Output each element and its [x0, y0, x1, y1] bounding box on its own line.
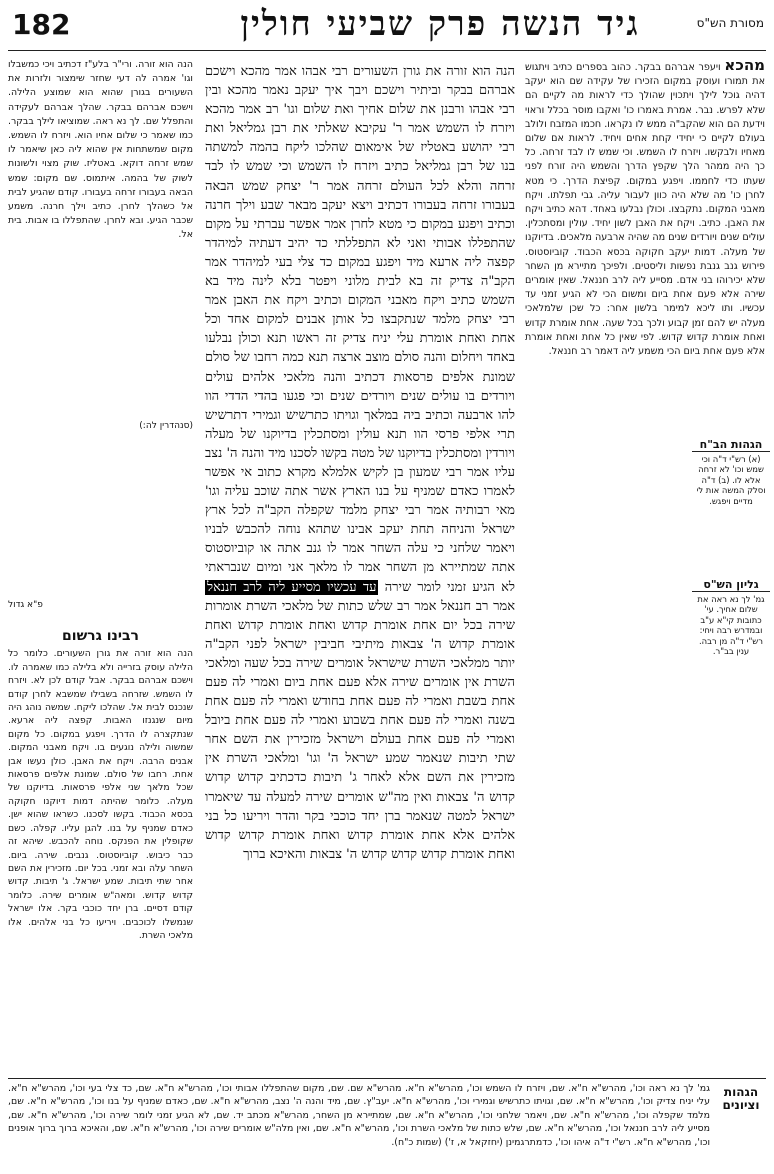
masoret-label: מסורת הש"ס	[696, 16, 764, 30]
footer-notes	[8, 1082, 766, 1168]
gilyon-hashas-box	[692, 580, 770, 657]
gilyon-title: גליון הש"ס	[692, 580, 770, 592]
footer-text: גמ' לך נא ראה וכו', מהרש"א ח"א. שם, ויזרח לו השמש וכו', מהרש"א ח"א. מהרש"א שם. שם, מקום שהתפללו אבותי וכו', מהרש"א ח"א. שם, כד צלי בעי וכו', מהרש"א ח"א. עלי יניח צדיק וכו', מהרש"א ח"א. שם, וגויתו כתרשיש וגמירי וכו', מהרש"א ח"א. יעב"ץ. שם, מיד והנה ה' נצב, מהרש"א ח"א. שם, כאדם שמניף על בנו וכו', מהרש"א ח"א. שם, מלמד שקפלה וכו', מהרש"א ח"א. שם, ויאמר שלחני וכו', מהרש"א ח"א. שם, שמתיירא מן השחר, מהרש"א מכתב יד. שם, לא הגיע זמני לומר שירה וכו', מהרש"א ח"א. שם, מסייע ליה לרב חננאל וכו', מהרש"א ח"א. שם, שלש כתות של מלאכי השרת וכו', מהרש"א ח"א. שם, ואין מלה"ש אומרים שירה וכו', מהרש"א ח"א. שם, והאיכא ברוך ברוך אופנים וכו', מהרש"א ח"א. רש"י ד"ה איהו וכו', כדמתרגמינן (יחזקאל א, ז') (שמות כ"ח).	[8, 1083, 710, 1148]
page-header	[0, 0, 774, 50]
header-rule	[8, 50, 766, 51]
page-number: 182	[12, 8, 71, 41]
left-margin-note	[8, 420, 193, 432]
footer-rule	[8, 1078, 766, 1079]
left-box-note: פ"א גדול	[8, 600, 43, 610]
gemara-column	[205, 62, 515, 1072]
tosafot-text: הנה הוא זורה. ורי"ר בלע"ז דכתיב ויכי כמשבלו וגו' אמרה לה דעי שחזר שימצור ולזרות את השעורים בגורן שהוא הוא שמוצע הלילה. וישכם אברהם בבקר. שהלך אברהם לעקידה והתפלל שם. לך נא ראה. שמוציאו לילך בבקר. כמו שאמר כי שלום אחיו הוא. ויזרח לו השמש. מקום שמשתחות אין שהוא ליה כאן שיאמר לו שמש זרחה דוקא. באטליז. שוק מצוי ולשונות לשוק של בהמה. איתמוס. שם מקום: שמש הבאה בעבורו זרחה בעבורו. קודם שהגיע לבית אל כשהלך לחרן. כתיב וילך חרנה. משמע שכבר הגיע. ובא לחרן. שהתפללו בו אבות. בית אל.	[8, 59, 193, 241]
gemara-text-after: אמר רב חננאל אמר רב שלש כתות של מלאכי השרת אומרות שירה בכל יום אחת אומרת קדוש ואחת אומרת קדוש ואחת אומרת קדוש ה' צבאות מיתיבי חביבין ישראל לפני הקב"ה יותר ממלאכי השרת שישראל אומרים שירה בכל שעה ומלאכי השרת אין אומרים שירה אלא פעם אחת ביום ואמרי לה פעם אחת בשבת ואמרי לה פעם אחת בחודש ואמרי לה פעם אחת בשנה ואמרי לה פעם אחת בשבוע ואמרי לה פעם אחת ביובל ואמרי לה פעם אחת בעולם וישראל מזכירין את השם אחר שתי תיבות שנאמר שמע ישראל ה' וגו' ומלאכי השרת אין מזכירין את השם אלא לאחר ג' תיבות כדכתיב קדוש קדוש קדוש ה' צבאות ואין מה"ש אומרים שירה למעלה עד שיאמרו ישראל למטה שנאמר ברן יחד כוכבי בקר והדר ויריעו כל בני אלהים אלא אחת אומרת קדוש ואחת אומרת קדוש קדוש ואחת אומרת קדוש קדוש קדוש ה' צבאות והאיכא ברוך	[205, 598, 515, 862]
footer-label: הגהות וציונים	[722, 1085, 760, 1113]
rabenu-gershom-text: הנה הוא זורה את גורן השעורים. כלומר כל הלילה עוסק בזרייה ולא בלילה כמו שאמרה לו. וישכם אברהם בבקר. אבל קודם לכן לא. ויזרח לו השמש. שזרחה בשבילו שמשבא לחרן קודם שנכנס לבית אל. שהלכו ליקח. שמשה נוהג היה מיום שנגנזו האבות. קפצה ליה ארעא. שנתקצרה לו הדרך. ויפגע במקום. כל מקום שמשוה ולילה נוגעים בו. ויקח מאבני המקום. אבנים הרבה. ויקח את האבן. כולן נעשו אבן אחת. רחבו של סולם. שמונת אלפים פרסאות שכל מלאך שני אלפי פרסאות. בדיוקנו של מעלה. כלומר שהיתה דמות דיוקנו חקוקה בכסא הכבוד. בקשו לסכנו. כשראו שהוא ישן. כאדם שמניף על בנו. להגן עליו. קפלה. כשם שקופלין את הפנקס. נוחה להכבש. שיהא זה כבר כיבוש. קוביוסטוס. גנבים. שירה. ביום. השחר עלה ובא זמני. בכל יום. מזכירין את השם אחר שתי תיבות. שמע ישראל. ג' תיבות. קדוש קדוש קדוש. ומאה"ש אומרים שירה. כלומר קודם דסיים. ברן יחד כוכבי בקר. אלו ישראל שנמשלו לכוכבים. ויריעו כל בני אלהים. אלו מלאכי השרת.	[8, 648, 193, 941]
hagahot-habach-box	[692, 440, 770, 506]
hagahot-text: (א) רש"י ד"ה וכי שמש וכו' לא זרחה אלא לו. (ב) ד"ה וסלק המשה אות לי מדיים ויפגש.	[696, 453, 766, 506]
rashi-column	[525, 58, 765, 1078]
hagahot-title: הגהות הב"ח	[692, 440, 770, 452]
highlighted-phrase[interactable]: עד עכשיו מסייע ליה לרב חננאל	[207, 579, 377, 595]
rabenu-gershom-title: רבינו גרשום	[62, 630, 139, 644]
gilyon-text: גמ' לך נא ראה את שלום אחיך. עי' כתובות קי"א ע"ב ובמדרש רבה ויחי: רש"י ד"ה מן רבה. ענין בב"ר.	[697, 593, 765, 656]
gemara-text-before: הנה הוא זורה את גורן השעורים רבי אבהו אמר מהכא וישכם אברהם בבקר וביתיר וישכם ויבך איך יעקב נאמר מהכא ובין רבי אבהו ורבנן את שלום אחיך ואת שלום וגו' רב אמר מהכא ויזרח לו השמש אמר ר' עקיבא שאלתי את רבן גמליאל ואת רבי יהושע באטליז של אימאום שהלכו ליקח בהמה למשתה בנו של רבן גמליאל כתיב ויזרח לו השמש וכי שמש לו לבד זרחה והלא לכל העולם זרחה אמר ר' יצחק שמש הבאה בעבורו זרחה בעבורו דכתיב ויצא יעקב מבאר שבע וילך חרנה וכתיב ויפגע במקום כי מטא לחרן אמר אפשר עברתי על מקום שהתפללו אבותי ואני לא התפללתי כד יהיב דעתיה למיהדר קפצה ליה ארעא מיד ויפגע במקום כד צלי בעי למיהדר אמר הקב"ה צדיק זה בא לבית מלוני ויפטר בלא לינה מיד בא השמש כתיב ויקח מאבני המקום וכתיב ויקח את האבן אמר רבי יצחק מלמד שנתקבצו כל אותן אבנים למקום אחד וכל אחת ואחת אומרת עלי יניח צדיק זה ראשו תנא וכולן נבלעו באחד ויחלום והנה סולם מוצב ארצה תנא כמה רחבו של סולם שמונת אלפים פרסאות דכתיב והנה מלאכי אלהים עולים ויורדים בו עולים שנים ויורדים שנים וכי פגעו בהדי הדדי הוו להו ארבעה וכתיב ביה במלאך וגויתו כתרשיש וגמירי דתרשיש תרי אלפי פרסי הוו תנא עולין ומסתכלין בדיוקנו של מעלה ויורדין ומסתכלין בדיוקנו של מטה בקשו לסכנו מיד והנה ה' נצב עליו אמר רבי שמעון בן לקיש אלמלא מקרא כתוב אי אפשר לאמרו כאדם שמניף על בנו הארץ אשר אתה שוכב עליה וגו' מאי רבותיה אמר רבי יצחק מלמד שקפלה הקב"ה לכל ארץ ישראל והניחה תחת יעקב אבינו שתהא נוחה להכבש לבניו ויאמר שלחני כי עלה השחר אמר לו גנב אתה או קוביוסטוס אתה שמתיירא מן השחר אמר לו מלאך אני ומיום שנבראתי לא הגיע זמני לומר שירה	[205, 64, 515, 595]
page-title: גיד הנשה פרק שביעי חולין	[240, 4, 640, 44]
rashi-lead-word: מהכא	[724, 58, 765, 74]
rashi-tail: ותו ליכא למימר בלשון אחר: כל שכן שלמלאכי מעלה יש להם זמן קבוע ולכך בכל שעה. אחת אומרת קדוש ואחת אומרת קדוש קדוש. לפי שאין כל אחת ואחת אומרת אלא פעם אחת ביום הכי משמע ליה דאמר רב חננאל.	[525, 303, 765, 358]
rabenu-gershom-column	[8, 630, 193, 1070]
rashi-text: ויעפר אברהם בבקר. כהוב בספרים כתיב ויתגוש את תמורו ועוסק במקום הזכירו של עקידה שם הוא יעקב דהיה גוכל לילך ויתכוין שהולך כדי לראות מה לקיים הם שלא לפרש. נבר. אמרת באמרו כו' ואקבו מוסר בכלל וראוי וידעת הם הוא שהקב"ה ממש לו נקראו. חכמו המזבח ולולב בעולם לקיים כי יחידי קחת אחים ויחיד. לראות אם שלום מאחיו ולבקשו. ויזרח לו השמש. וכי שמש לו לבד זרחה. כל כך היה ממהר הלך שקפץ הדרך והשמש היה זורח לפני שעתו כדי לחממו. ויפגע במקום. קפיצת הדרך. כי מטא לחרן כו' מה שלא היה כוון לעבור עליה. גבי תפלתו. ויקח מאבני המקום. נתקבצו. וכולן נבלעו באחד. דהא כתיב ויקח את האבן. כתיב. ויקח את האבן לשון יחיד. עולין ומסתכלין. עולים שנים ויורדים שנים מה שהיה ארבעה מלאכים. בדיוקנו של מעלה. דמות יעקב חקוקה בכסא הכבוד. קוביוסטוס. פירוש גנב גנבת נפשות וליסטים. ולפיכך מתיירא מן השחר שלא יכירוהו בני אדם. מסייע ליה לרב חננאל. שאין אומרים שירה אלא פעם אחת ביום ומשום הכי לא הגיע זמני עד עכשיו.	[525, 62, 765, 315]
tosafot-column	[8, 58, 193, 418]
margin-reference: (סנהדרין לה:)	[139, 421, 193, 431]
